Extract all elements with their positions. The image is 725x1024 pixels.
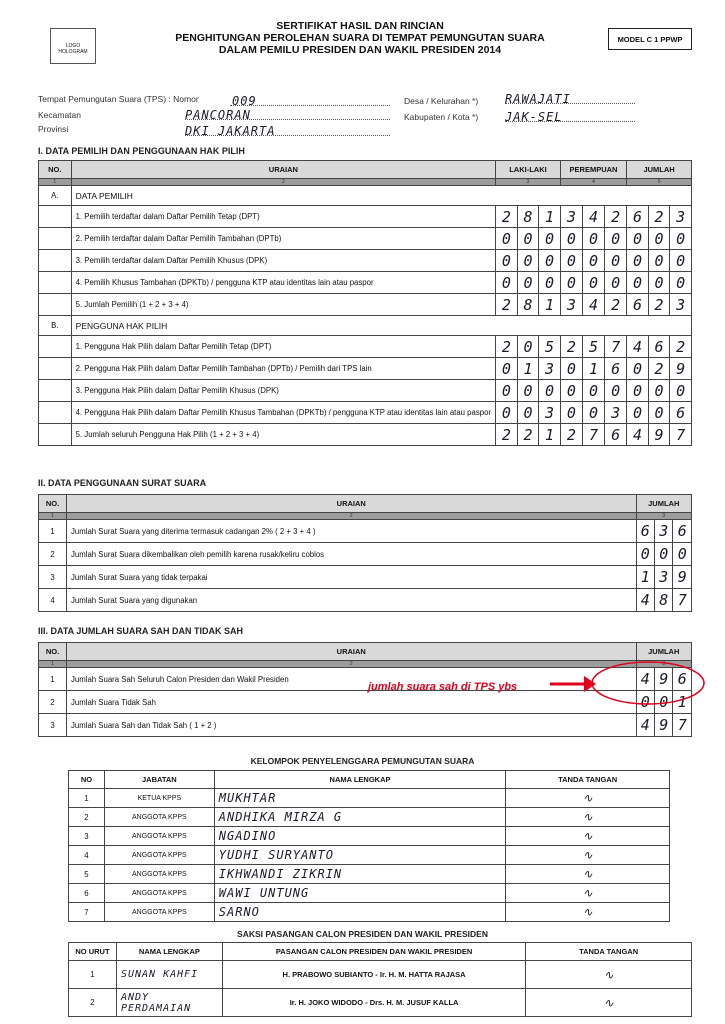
row-label: 2. Pemilih terdaftar dalam Daftar Pemilih Tambahan (DPTb) xyxy=(71,228,495,250)
digit-cell: 0 xyxy=(560,250,582,272)
row-label: Jumlah Surat Suara yang tidak terpakai xyxy=(66,566,636,589)
digit-cell: 2 xyxy=(648,206,670,228)
row-no: 3 xyxy=(39,566,67,589)
desa-field[interactable] xyxy=(505,92,635,104)
kecamatan-field[interactable] xyxy=(185,108,390,120)
row-jabatan: ANGGOTA KPPS xyxy=(104,827,214,846)
colnum: 4 xyxy=(560,179,626,186)
row-no: 4 xyxy=(69,846,105,865)
digit-cell: 6 xyxy=(670,402,692,424)
table-row xyxy=(39,543,692,566)
digit-cell: 0 xyxy=(539,250,561,272)
row-label: Jumlah Surat Suara yang diterima termasuk cadangan 2% ( 2 + 3 + 4 ) xyxy=(66,520,636,543)
digit-cell: 3 xyxy=(539,358,561,380)
header-nama: NAMA LENGKAP xyxy=(214,771,505,789)
colnum: 1 xyxy=(39,661,67,668)
digit-cell: 0 xyxy=(517,228,539,250)
table-row xyxy=(39,566,692,589)
digit-cell: 1 xyxy=(636,566,654,589)
row-no: 2 xyxy=(69,808,105,827)
row-nama: MUKHTAR xyxy=(214,789,505,808)
digit-cell: 1 xyxy=(517,358,539,380)
digit-cell: 0 xyxy=(517,250,539,272)
row-no-spacer xyxy=(39,272,72,294)
saksi-title: SAKSI PASANGAN CALON PRESIDEN DAN WAKIL PRESIDEN xyxy=(237,929,488,939)
row-pasangan: H. PRABOWO SUBIANTO - Ir. H. M. HATTA RAJASA xyxy=(222,961,525,989)
ballot-usage-table xyxy=(38,494,692,612)
table-row xyxy=(39,358,692,380)
digit-cell: 3 xyxy=(654,520,672,543)
row-no-spacer xyxy=(39,228,72,250)
row-label: 4. Pemilih Khusus Tambahan (DPKTb) / pengguna KTP atau identitas lain atau paspor xyxy=(71,272,495,294)
digit-cell: 8 xyxy=(517,206,539,228)
group-label: DATA PEMILIH xyxy=(71,186,691,206)
row-nama: SARNO xyxy=(214,903,505,922)
provinsi-value: DKI JAKARTA xyxy=(185,124,276,138)
tps-label xyxy=(38,94,199,104)
digit-cell: 0 xyxy=(605,272,627,294)
group-row xyxy=(39,316,692,336)
colnum: 1 xyxy=(39,513,67,520)
digit-cell: 0 xyxy=(582,228,604,250)
row-no: 5 xyxy=(69,865,105,884)
column-number-row xyxy=(39,513,692,520)
section-3-title: III. DATA JUMLAH SUARA SAH DAN TIDAK SAH xyxy=(38,626,243,636)
header-no: NO. xyxy=(39,643,67,661)
colnum: 3 xyxy=(636,513,692,520)
table-row xyxy=(39,589,692,612)
document-title xyxy=(140,20,580,56)
signature-cell[interactable] xyxy=(526,989,692,1017)
title-line-1: SERTIFIKAT HASIL DAN RINCIAN xyxy=(276,20,444,32)
digit-cell: 3 xyxy=(670,206,692,228)
row-jabatan: KETUA KPPS xyxy=(104,789,214,808)
title-line-3: DALAM PEMILU PRESIDEN DAN WAKIL PRESIDEN 2014 xyxy=(218,44,502,56)
row-no: 1 xyxy=(39,668,67,691)
table-row xyxy=(39,206,692,228)
digit-cell: 0 xyxy=(648,272,670,294)
header-no: NO. xyxy=(39,495,67,513)
digit-cell: 2 xyxy=(560,424,582,446)
table-header-row xyxy=(39,495,692,513)
digit-cell: 0 xyxy=(560,228,582,250)
signature-icon: ∿ xyxy=(582,810,593,824)
digit-cell: 0 xyxy=(496,228,518,250)
row-jabatan: ANGGOTA KPPS xyxy=(104,884,214,903)
row-nama: IKHWANDI ZIKRIN xyxy=(214,865,505,884)
header-tanda-tangan: TANDA TANGAN xyxy=(526,943,692,961)
table-row xyxy=(69,989,692,1017)
digit-cell: 0 xyxy=(636,691,654,714)
digit-cell: 8 xyxy=(654,589,672,612)
digit-cell: 0 xyxy=(582,250,604,272)
header-no-urut: NO URUT xyxy=(69,943,117,961)
table-row xyxy=(39,272,692,294)
table-row xyxy=(39,714,692,737)
row-nama: ANDHIKA MIRZA G xyxy=(214,808,505,827)
row-no: 2 xyxy=(69,989,117,1017)
kabupaten-value: JAK-SEL xyxy=(505,110,563,124)
table-row xyxy=(69,961,692,989)
signature-cell[interactable] xyxy=(506,846,670,865)
desa-label: Desa / Kelurahan *) xyxy=(404,96,479,106)
header-nama: NAMA LENGKAP xyxy=(116,943,222,961)
header-no: NO. xyxy=(39,161,72,179)
row-no: 7 xyxy=(69,903,105,922)
digit-cell: 3 xyxy=(654,566,672,589)
row-label: Jumlah Suara Sah dan Tidak Sah ( 1 + 2 ) xyxy=(66,714,636,737)
kpps-table xyxy=(68,770,670,922)
digit-cell: 0 xyxy=(560,358,582,380)
saksi-table xyxy=(68,942,692,1017)
digit-cell: 2 xyxy=(560,336,582,358)
signature-icon: ∿ xyxy=(603,995,614,1010)
header-pasangan: PASANGAN CALON PRESIDEN DAN WAKIL PRESIDEN xyxy=(222,943,525,961)
row-label: Jumlah Surat Suara yang digunakan xyxy=(66,589,636,612)
row-label: Jumlah Suara Tidak Sah xyxy=(66,691,636,714)
digit-cell: 0 xyxy=(560,402,582,424)
row-label: 4. Pengguna Hak Pilih dalam Daftar Pemilih Khusus Tambahan (DPKTb) / pengguna KTP atau identitas lain atau paspor xyxy=(71,402,495,424)
digit-cell: 1 xyxy=(539,294,561,316)
digit-cell: 4 xyxy=(582,206,604,228)
digit-cell: 0 xyxy=(627,228,649,250)
digit-cell: 0 xyxy=(670,250,692,272)
digit-cell: 3 xyxy=(670,294,692,316)
colnum: 2 xyxy=(66,661,636,668)
table-row xyxy=(39,250,692,272)
provinsi-field[interactable] xyxy=(185,124,390,136)
digit-cell: 1 xyxy=(582,358,604,380)
signature-icon: ∿ xyxy=(603,967,614,982)
digit-cell: 6 xyxy=(605,358,627,380)
digit-cell: 0 xyxy=(582,380,604,402)
signature-icon: ∿ xyxy=(582,829,593,843)
digit-cell: 0 xyxy=(654,691,672,714)
digit-cell: 5 xyxy=(539,336,561,358)
tps-field[interactable] xyxy=(230,94,390,106)
colnum: 3 xyxy=(496,179,561,186)
kecamatan-label: Kecamatan xyxy=(38,110,81,120)
row-label: 3. Pengguna Hak Pilih dalam Daftar Pemilih Khusus (DPK) xyxy=(71,380,495,402)
table-header-row xyxy=(69,943,692,961)
digit-cell: 0 xyxy=(636,543,654,566)
colnum: 2 xyxy=(71,179,495,186)
row-label: Jumlah Suara Sah Seluruh Calon Presiden dan Wakil Presiden xyxy=(66,668,636,691)
row-no: 6 xyxy=(69,884,105,903)
table-row xyxy=(39,336,692,358)
digit-cell: 6 xyxy=(673,520,692,543)
group-no: A. xyxy=(39,186,72,206)
digit-cell: 0 xyxy=(605,250,627,272)
row-no-spacer xyxy=(39,380,72,402)
tps-value: 009 xyxy=(232,94,257,108)
row-no-spacer xyxy=(39,206,72,228)
row-no: 4 xyxy=(39,589,67,612)
section-1-title: I. DATA PEMILIH DAN PENGGUNAAN HAK PILIH xyxy=(38,146,245,156)
digit-cell: 0 xyxy=(648,250,670,272)
signature-cell[interactable] xyxy=(506,903,670,922)
row-no: 3 xyxy=(69,827,105,846)
row-label: 2. Pengguna Hak Pilih dalam Daftar Pemilih Tambahan (DPTb) / Pemilih dari TPS lain xyxy=(71,358,495,380)
section-2-title: II. DATA PENGGUNAAN SURAT SUARA xyxy=(38,478,207,488)
kabupaten-field[interactable] xyxy=(505,110,635,122)
digit-cell: 2 xyxy=(670,336,692,358)
digit-cell: 6 xyxy=(627,294,649,316)
digit-cell: 2 xyxy=(496,206,518,228)
digit-cell: 4 xyxy=(582,294,604,316)
row-no: 1 xyxy=(39,520,67,543)
header-jabatan: JABATAN xyxy=(104,771,214,789)
digit-cell: 0 xyxy=(627,358,649,380)
digit-cell: 6 xyxy=(636,520,654,543)
digit-cell: 0 xyxy=(648,402,670,424)
digit-cell: 2 xyxy=(648,294,670,316)
row-jabatan: ANGGOTA KPPS xyxy=(104,865,214,884)
digit-cell: 0 xyxy=(560,272,582,294)
tps-label-text: Tempat Pemungutan Suara (TPS) xyxy=(38,94,167,104)
header-tanda-tangan: TANDA TANGAN xyxy=(506,771,670,789)
digit-cell: 0 xyxy=(627,380,649,402)
signature-icon: ∿ xyxy=(582,848,593,862)
table-row xyxy=(39,402,692,424)
group-no: B. xyxy=(39,316,72,336)
signature-cell[interactable] xyxy=(506,865,670,884)
digit-cell: 4 xyxy=(636,589,654,612)
digit-cell: 0 xyxy=(539,228,561,250)
row-label: Jumlah Surat Suara dikembalikan oleh pemilih karena rusak/keliru coblos xyxy=(66,543,636,566)
signature-icon: ∿ xyxy=(582,886,593,900)
row-nama: NGADINO xyxy=(214,827,505,846)
header-uraian: URAIAN xyxy=(71,161,495,179)
logo-hologram-box: LOGO HOLOGRAM xyxy=(50,28,96,64)
header-no: NO xyxy=(69,771,105,789)
kabupaten-label: Kabupaten / Kota *) xyxy=(404,112,479,122)
digit-cell: 1 xyxy=(539,424,561,446)
red-annotation-text: jumlah suara sah di TPS ybs xyxy=(368,681,518,693)
row-no: 2 xyxy=(39,691,67,714)
signature-cell[interactable] xyxy=(506,789,670,808)
row-label: 1. Pemilih terdaftar dalam Daftar Pemilih Tetap (DPT) xyxy=(71,206,495,228)
row-label: 5. Jumlah seluruh Pengguna Hak Pilih (1 + 2 + 3 + 4) xyxy=(71,424,495,446)
kecamatan-value: PANCORAN xyxy=(185,108,251,122)
table-row xyxy=(39,380,692,402)
digit-cell: 0 xyxy=(496,358,518,380)
digit-cell: 3 xyxy=(605,402,627,424)
digit-cell: 7 xyxy=(582,424,604,446)
digit-cell: 3 xyxy=(560,294,582,316)
nomor-label: : Nomor xyxy=(168,94,199,104)
digit-cell: 0 xyxy=(627,402,649,424)
signature-cell[interactable] xyxy=(506,884,670,903)
digit-cell: 2 xyxy=(605,294,627,316)
digit-cell: 0 xyxy=(670,380,692,402)
colnum: 5 xyxy=(627,179,692,186)
digit-cell: 9 xyxy=(670,358,692,380)
digit-cell: 0 xyxy=(582,272,604,294)
digit-cell: 0 xyxy=(648,380,670,402)
digit-cell: 0 xyxy=(496,272,518,294)
digit-cell: 0 xyxy=(670,228,692,250)
signature-cell[interactable] xyxy=(526,961,692,989)
signature-icon: ∿ xyxy=(582,867,593,881)
row-no-spacer xyxy=(39,294,72,316)
table-row xyxy=(69,808,670,827)
model-label: MODEL C 1 PPWP xyxy=(608,28,692,50)
digit-cell: 1 xyxy=(673,691,692,714)
digit-cell: 0 xyxy=(496,402,518,424)
digit-cell: 2 xyxy=(605,206,627,228)
row-nama: WAWI UNTUNG xyxy=(214,884,505,903)
digit-cell: 0 xyxy=(560,380,582,402)
digit-cell: 7 xyxy=(673,714,692,737)
header-uraian: URAIAN xyxy=(66,643,636,661)
header-jumlah: JUMLAH xyxy=(636,495,692,513)
row-label: 5. Jumlah Pemilih (1 + 2 + 3 + 4) xyxy=(71,294,495,316)
row-no-spacer xyxy=(39,336,72,358)
digit-cell: 0 xyxy=(539,380,561,402)
digit-cell: 0 xyxy=(539,272,561,294)
digit-cell: 0 xyxy=(517,402,539,424)
table-header-row xyxy=(39,161,692,179)
signature-cell[interactable] xyxy=(506,808,670,827)
digit-cell: 0 xyxy=(627,250,649,272)
digit-cell: 7 xyxy=(605,336,627,358)
colnum: 2 xyxy=(66,513,636,520)
digit-cell: 2 xyxy=(496,294,518,316)
digit-cell: 7 xyxy=(673,589,692,612)
group-row xyxy=(39,186,692,206)
header-laki-laki: LAKI-LAKI xyxy=(496,161,561,179)
row-jabatan: ANGGOTA KPPS xyxy=(104,903,214,922)
table-row xyxy=(39,294,692,316)
table-header-row xyxy=(69,771,670,789)
row-no-spacer xyxy=(39,250,72,272)
table-row xyxy=(69,884,670,903)
digit-cell: 6 xyxy=(673,668,692,691)
row-no-spacer xyxy=(39,402,72,424)
row-nama: ANDY PERDAMAIAN xyxy=(116,989,222,1017)
row-no: 2 xyxy=(39,543,67,566)
header-uraian: URAIAN xyxy=(66,495,636,513)
digit-cell: 9 xyxy=(654,668,672,691)
digit-cell: 0 xyxy=(670,272,692,294)
digit-cell: 6 xyxy=(648,336,670,358)
row-label: 3. Pemilih terdaftar dalam Daftar Pemilih Khusus (DPK) xyxy=(71,250,495,272)
digit-cell: 2 xyxy=(496,336,518,358)
digit-cell: 0 xyxy=(648,228,670,250)
colnum: 3 xyxy=(636,661,692,668)
red-circle-icon xyxy=(592,662,704,704)
digit-cell: 6 xyxy=(605,424,627,446)
digit-cell: 9 xyxy=(673,566,692,589)
signature-icon: ∿ xyxy=(582,791,593,805)
header-jumlah: JUMLAH xyxy=(627,161,692,179)
row-jabatan: ANGGOTA KPPS xyxy=(104,846,214,865)
digit-cell: 2 xyxy=(496,424,518,446)
digit-cell: 4 xyxy=(627,424,649,446)
group-label: PENGGUNA HAK PILIH xyxy=(71,316,691,336)
digit-cell: 0 xyxy=(654,543,672,566)
digit-cell: 3 xyxy=(560,206,582,228)
digit-cell: 2 xyxy=(648,358,670,380)
row-no: 1 xyxy=(69,789,105,808)
table-row xyxy=(69,846,670,865)
digit-cell: 0 xyxy=(673,543,692,566)
digit-cell: 8 xyxy=(517,294,539,316)
table-row xyxy=(39,520,692,543)
digit-cell: 0 xyxy=(496,250,518,272)
row-no-spacer xyxy=(39,424,72,446)
kpps-title: KELOMPOK PENYELENGGARA PEMUNGUTAN SUARA xyxy=(250,756,475,766)
row-nama: SUNAN KAHFI xyxy=(116,961,222,989)
row-no-spacer xyxy=(39,358,72,380)
digit-cell: 0 xyxy=(517,336,539,358)
digit-cell: 0 xyxy=(517,272,539,294)
digit-cell: 4 xyxy=(627,336,649,358)
table-row xyxy=(39,228,692,250)
voter-data-table xyxy=(38,160,692,446)
digit-cell: 7 xyxy=(670,424,692,446)
digit-cell: 0 xyxy=(496,380,518,402)
row-no: 1 xyxy=(69,961,117,989)
table-row xyxy=(69,865,670,884)
digit-cell: 4 xyxy=(636,668,654,691)
digit-cell: 9 xyxy=(648,424,670,446)
digit-cell: 0 xyxy=(517,380,539,402)
header-perempuan: PEREMPUAN xyxy=(560,161,626,179)
digit-cell: 5 xyxy=(582,336,604,358)
provinsi-label: Provinsi xyxy=(38,124,69,134)
table-row xyxy=(39,424,692,446)
digit-cell: 4 xyxy=(636,714,654,737)
row-pasangan: Ir. H. JOKO WIDODO - Drs. H. M. JUSUF KALLA xyxy=(222,989,525,1017)
header-jumlah: JUMLAH xyxy=(636,643,692,661)
table-row xyxy=(69,827,670,846)
table-row xyxy=(69,789,670,808)
digit-cell: 0 xyxy=(605,380,627,402)
digit-cell: 3 xyxy=(539,402,561,424)
title-line-2: PENGHITUNGAN PEROLEHAN SUARA DI TEMPAT PEMUNGUTAN SUARA xyxy=(175,32,545,44)
digit-cell: 0 xyxy=(605,228,627,250)
digit-cell: 6 xyxy=(627,206,649,228)
signature-cell[interactable] xyxy=(506,827,670,846)
digit-cell: 9 xyxy=(654,714,672,737)
digit-cell: 0 xyxy=(582,402,604,424)
digit-cell: 0 xyxy=(627,272,649,294)
row-label: 1. Pengguna Hak Pilih dalam Daftar Pemilih Tetap (DPT) xyxy=(71,336,495,358)
desa-value: RAWAJATI xyxy=(505,92,571,106)
row-no: 3 xyxy=(39,714,67,737)
colnum: 1 xyxy=(39,179,72,186)
table-row xyxy=(69,903,670,922)
row-jabatan: ANGGOTA KPPS xyxy=(104,808,214,827)
digit-cell: 2 xyxy=(517,424,539,446)
digit-cell: 1 xyxy=(539,206,561,228)
column-number-row xyxy=(39,179,692,186)
signature-icon: ∿ xyxy=(582,905,593,919)
row-nama: YUDHI SURYANTO xyxy=(214,846,505,865)
annotation-overlay xyxy=(540,656,710,708)
